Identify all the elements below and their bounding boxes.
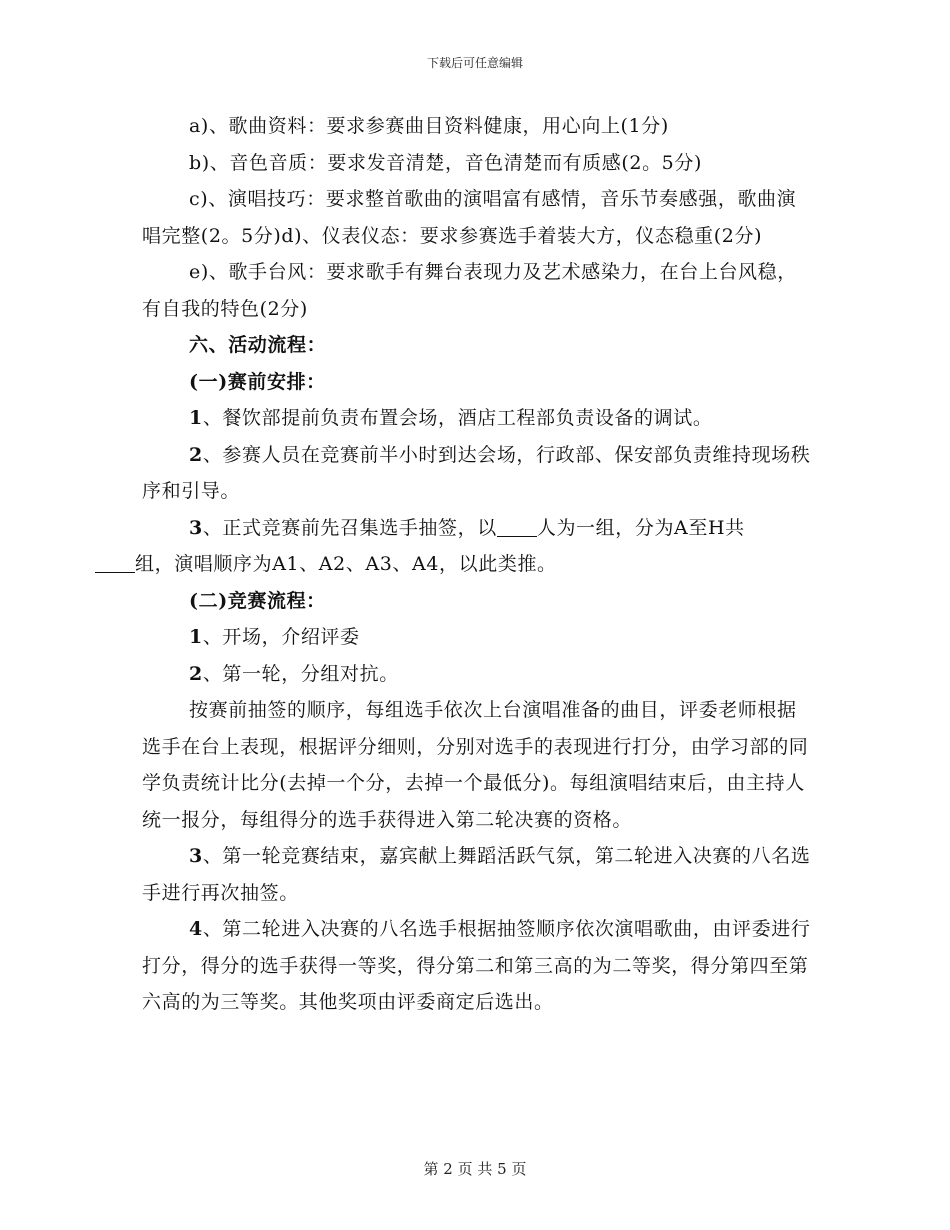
item-number: 3 — [189, 516, 203, 539]
pre-item-2 — [142, 437, 812, 510]
document-body — [135, 108, 812, 1021]
section-heading-process: 六、活动流程： — [189, 334, 327, 356]
item-text: 、第一轮竞赛结束，嘉宾献上舞蹈活跃气氛，第二轮进入决赛的八名选手进行再次抽签。 — [142, 845, 811, 904]
round-one-description: 按赛前抽签的顺序，每组选手依次上台演唱准备的曲目，评委老师根据选手在台上表现，根据评分细则，分别对选手的表现进行打分，由学习部的同学负责统计比分(去掉一个分，去掉一个最低分)。每组演唱结束后，由主持人统一报分，每组得分的选手获得进入第二轮决赛的资格。 — [142, 699, 809, 831]
subheading-pre-arrangement: (一)赛前安排： — [189, 370, 326, 393]
process-item-3 — [142, 838, 812, 911]
pre-item-1 — [142, 400, 812, 437]
process-item-2 — [142, 656, 812, 693]
criteria-c-d: c)、演唱技巧：要求整首歌曲的演唱富有感情，音乐节奏感强，歌曲演唱完整(2。5分)d)、仪表仪态：要求参赛选手着装大方，仪态稳重(2分) — [142, 188, 797, 247]
page-header: 下载后可任意编辑 — [426, 56, 523, 70]
item-number: 1 — [189, 626, 203, 648]
page-footer: 第 2 页 共 5 页 — [423, 1160, 527, 1178]
subheading-competition-process: (二)竞赛流程： — [189, 589, 326, 612]
item-text: 、正式竞赛前先召集选手抽签，以 — [202, 516, 497, 539]
item-text: 、开场，介绍评委 — [202, 626, 360, 648]
item-text: 人为一组，分为A至H共 — [536, 516, 745, 539]
criteria-a: a)、歌曲资料：要求参赛曲目资料健康，用心向上(1分) — [189, 115, 669, 137]
item-text: 组，演唱顺序为A1、A2、A3、A4，以此类推。 — [135, 553, 557, 575]
item-text: 、参赛人员在竞赛前半小时到达会场，行政部、保安部负责维持现场秩序和引导。 — [142, 443, 811, 502]
item-text: 、第二轮进入决赛的八名选手根据抽签顺序依次演唱歌曲，由评委进行打分，得分的选手获得一等奖，得分第二和第三高的为二等奖，得分第四至第六高的为三等奖。其他奖项由评委商定后选出。 — [142, 918, 811, 1013]
criteria-e: e)、歌手台风：要求歌手有舞台表现力及艺术感染力，在台上台风稳，有自我的特色(2分) — [142, 261, 797, 320]
item-number: 3 — [189, 845, 203, 867]
item-number: 2 — [189, 443, 203, 466]
item-text: 、餐饮部提前负责布置会场，酒店工程部负责设备的调试。 — [202, 407, 713, 429]
item-number: 1 — [189, 407, 203, 429]
process-item-1 — [142, 619, 812, 656]
criteria-b: b)、音色音质：要求发音清楚，音色清楚而有质感(2。5分) — [189, 151, 702, 174]
fill-blank — [95, 554, 135, 573]
process-item-4 — [142, 911, 812, 1021]
item-text: 、第一轮，分组对抗。 — [202, 662, 399, 685]
pre-item-3 — [135, 510, 812, 583]
item-number: 2 — [189, 662, 203, 685]
fill-blank — [497, 518, 537, 537]
item-number: 4 — [189, 918, 203, 940]
